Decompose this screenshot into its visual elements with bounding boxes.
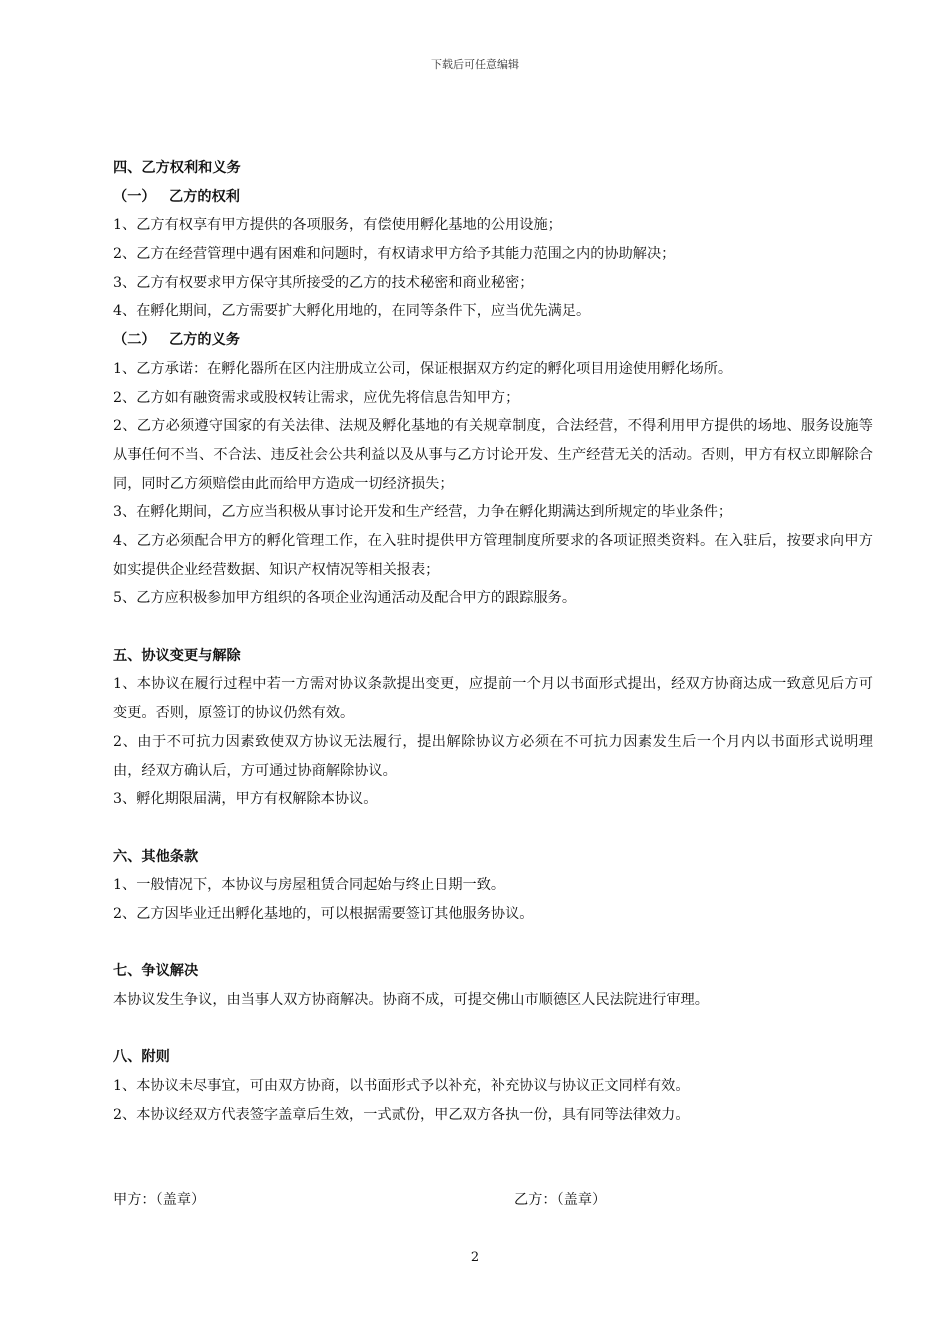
section-4-title: 四、乙方权利和义务 [113, 160, 241, 176]
page-number: 2 [470, 1250, 480, 1265]
page-header: 下载后可任意编辑 [431, 58, 519, 71]
spacer [113, 1015, 873, 1044]
section-6-item: 1、一般情况下，本协议与房屋租赁合同起始与终止日期一致。 [113, 877, 506, 894]
section-7-text: 本协议发生争议，由当事人双方协商解决。协商不成，可提交佛山市顺德区人民法院进行审理。 [113, 992, 709, 1009]
signature-block [113, 1186, 873, 1214]
spacer [113, 613, 873, 642]
section-6-title: 六、其他条款 [113, 848, 199, 865]
party-a-seal: 甲方：（盖章） [113, 1192, 206, 1208]
subheading-text: 乙方的权利 [169, 188, 240, 205]
section-8-item: 1、本协议未尽事宜，可由双方协商，以书面形式予以补充，补充协议与协议正文同样有效。 [113, 1078, 690, 1095]
duties-item: 2、乙方如有融资需求或股权转让需求，应优先将信息告知甲方； [113, 389, 520, 406]
rights-item: 4、在孵化期间，乙方需要扩大孵化用地的，在同等条件下，应当优先满足。 [113, 303, 591, 320]
subheading-number: （二） [113, 332, 156, 349]
document-body [113, 154, 873, 1130]
subheading-text: 乙方的义务 [169, 332, 240, 349]
spacer [113, 814, 873, 843]
subheading-number: （一） [113, 188, 156, 205]
spacer [113, 929, 873, 958]
duties-item: 4、乙方必须配合甲方的孵化管理工作，在入驻时提供甲方管理制度所要求的各项证照类资料。在入驻后，按要求向甲方如实提供企业经营数据、知识产权情况等相关报表； [113, 532, 873, 578]
section-5-item: 3、孵化期限届满，甲方有权解除本协议。 [113, 791, 378, 808]
duties-item: 2、乙方必须遵守国家的有关法律、法规及孵化基地的有关规章制度，合法经营，不得利用甲方提供的场地、服务设施等从事任何不当、不合法、违反社会公共利益以及从事与乙方讨论开发、生产经营无关的活动。否则，甲方有权立即解除合同，同时乙方须赔偿由此而给甲方造成一切经济损失； [113, 418, 873, 492]
party-b-seal: 乙方：（盖章） [514, 1192, 607, 1208]
section-8-item: 2、本协议经双方代表签字盖章后生效，一式贰份，甲乙双方各执一份，具有同等法律效力。 [113, 1106, 690, 1123]
section-5-item: 2、由于不可抗力因素致使双方协议无法履行，提出解除协议方必须在不可抗力因素发生后一个月内以书面形式说明理由，经双方确认后，方可通过协商解除协议。 [113, 733, 873, 779]
section-4-subheading-rights [113, 183, 873, 212]
rights-item: 2、乙方在经营管理中遇有困难和问题时，有权请求甲方给予其能力范围之内的协助解决； [113, 246, 676, 263]
section-7-title: 七、争议解决 [113, 963, 199, 980]
duties-item: 5、乙方应积极参加甲方组织的各项企业沟通活动及配合甲方的跟踪服务。 [113, 590, 577, 607]
section-4-subheading-duties [113, 326, 873, 355]
section-6-item: 2、乙方因毕业迁出孵化基地的，可以根据需要签订其他服务协议。 [113, 906, 534, 923]
section-5-item: 1、本协议在履行过程中若一方需对协议条款提出变更，应提前一个月以书面形式提出，经双方协商达成一致意见后方可变更。否则，原签订的协议仍然有效。 [113, 676, 873, 722]
rights-item: 1、乙方有权享有甲方提供的各项服务，有偿使用孵化基地的公用设施； [113, 217, 562, 234]
duties-item: 1、乙方承诺：在孵化器所在区内注册成立公司，保证根据双方约定的孵化项目用途使用孵化场所。 [113, 360, 733, 377]
duties-item: 3、在孵化期间，乙方应当积极从事讨论开发和生产经营，力争在孵化期满达到所规定的毕业条件； [113, 504, 733, 521]
section-5-title: 五、协议变更与解除 [113, 647, 241, 664]
section-8-title: 八、附则 [113, 1049, 170, 1066]
rights-item: 3、乙方有权要求甲方保守其所接受的乙方的技术秘密和商业秘密； [113, 274, 534, 291]
